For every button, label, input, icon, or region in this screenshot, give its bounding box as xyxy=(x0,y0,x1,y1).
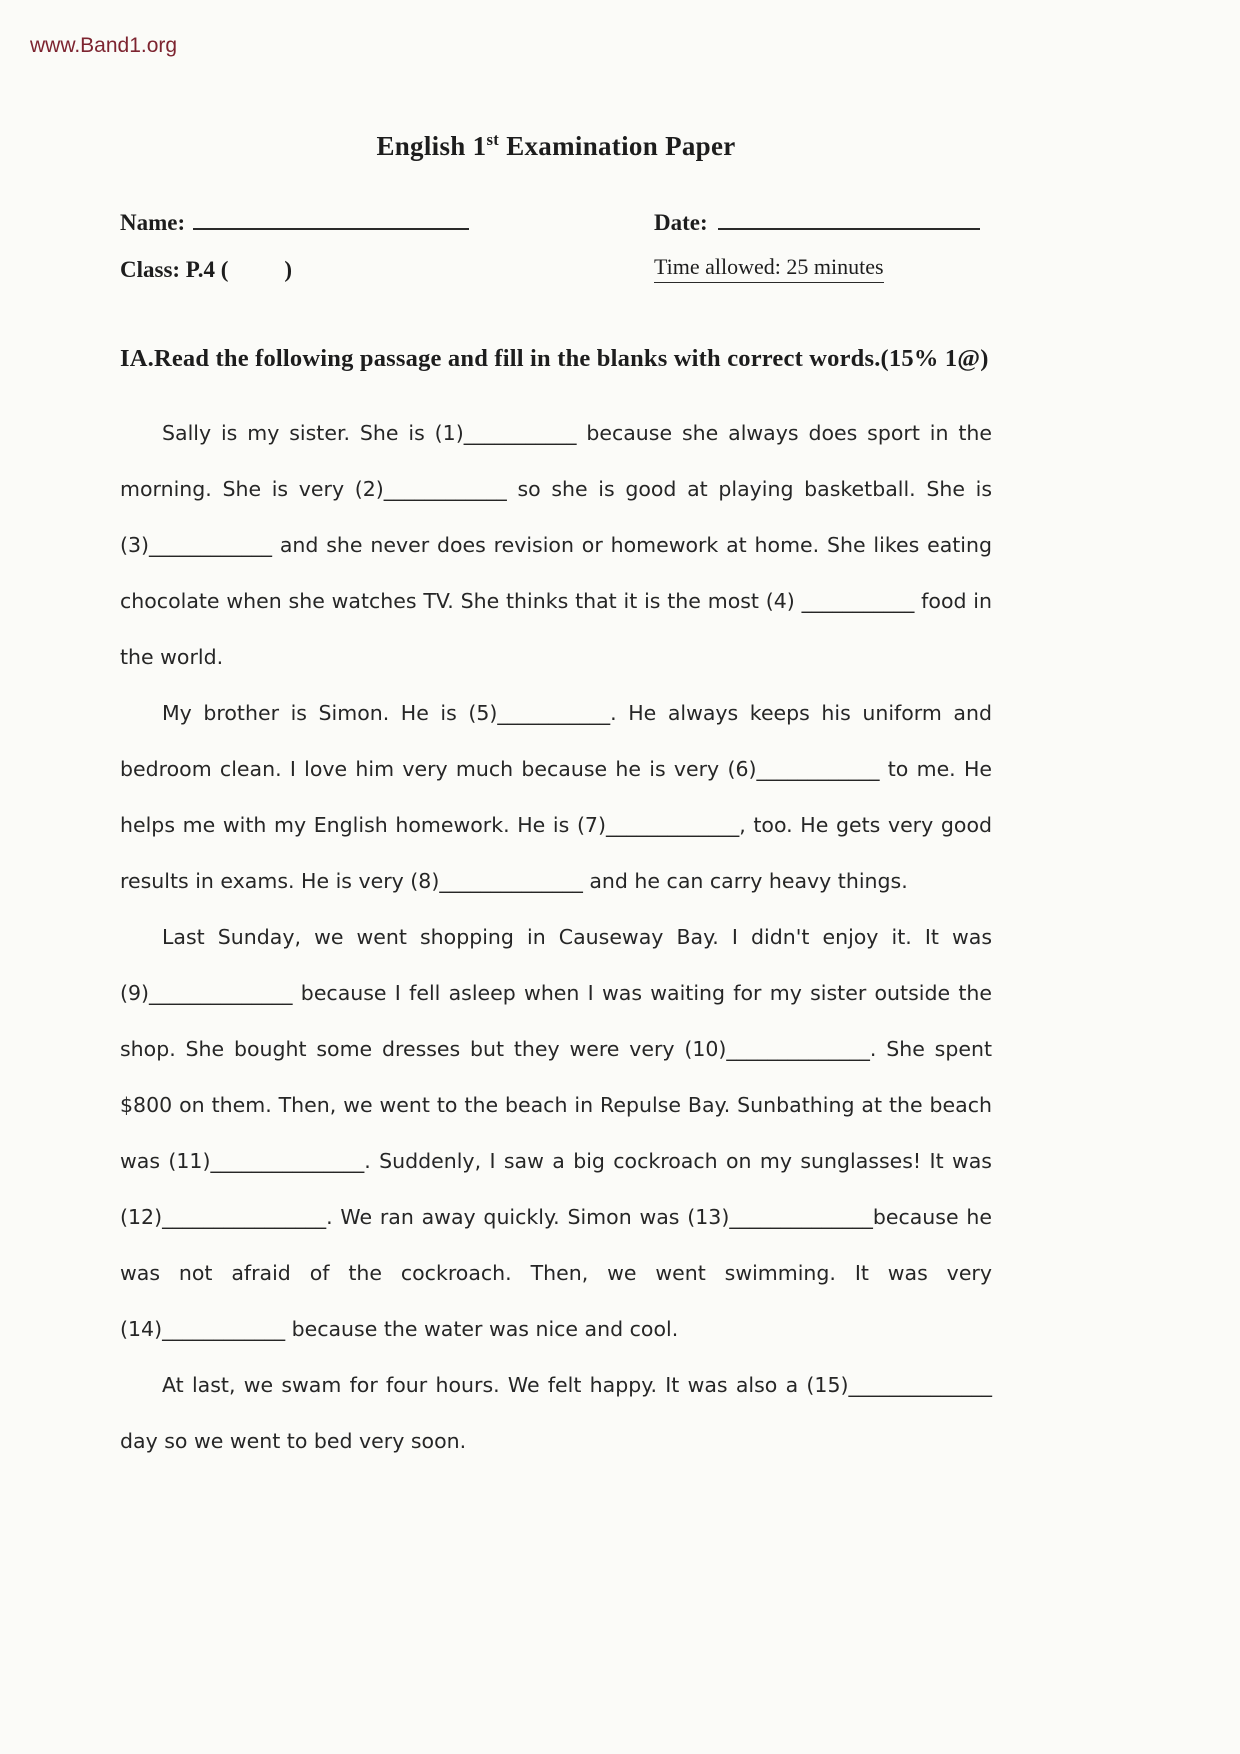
class-field xyxy=(120,257,292,283)
passage-paragraph-1: Sally is my sister. She is (1)___________ because she always does sport in the morning. She is very (2)____________ so she is good at playing basketball. She is (3)____________ and she never does revision or homework at home. She likes eating chocolate when she watches TV. She thinks that it is the most (4) ___________ food in the world. xyxy=(120,421,992,669)
title-superscript: st xyxy=(486,130,500,149)
name-blank-line xyxy=(193,227,469,230)
date-label: Date: xyxy=(654,210,708,235)
passage-paragraph-2: My brother is Simon. He is (5)___________. He always keeps his uniform and bedroom clean. I love him very much because he is very (6)____________ to me. He helps me with my English homework. He is (7)_____________, too. He gets very good results in exams. He is very (8)______________ and he can carry heavy things. xyxy=(120,701,992,893)
class-time-row xyxy=(120,254,992,283)
date-field xyxy=(654,210,992,236)
passage-paragraph-4: At last, we swam for four hours. We felt happy. It was also a (15)______________ day so we went to bed very soon. xyxy=(120,1373,992,1453)
time-allowed-column xyxy=(654,254,992,283)
section-heading: IA.Read the following passage and fill in the blanks with correct words.(15% 1@) xyxy=(120,345,989,372)
class-label-close: ) xyxy=(284,257,293,282)
page-title xyxy=(120,130,992,162)
title-text-prefix: English 1 xyxy=(376,131,487,161)
passage-paragraph-3: Last Sunday, we went shopping in Causeway Bay. I didn't enjoy it. It was (9)______________ because I fell asleep when I was waiting for my sister outside the shop. She bought some dresses but they were very (10)______________. She spent $800 on them. Then, we went to the beach in Repulse Bay. Sunbathing at the beach was (11)_______________. Suddenly, I saw a big cockroach on my sunglasses! It was (12)________________. We ran away quickly. Simon was (13)______________because he was not afraid of the cockroach. Then, we went swimming. It was very (14)____________ because the water was nice and cool. xyxy=(120,925,992,1341)
date-blank-line xyxy=(718,227,980,230)
title-text-suffix: Examination Paper xyxy=(499,131,736,161)
name-field xyxy=(120,210,469,236)
site-watermark: www.Band1.org xyxy=(30,34,178,57)
class-label: Class: P.4 ( xyxy=(120,257,229,282)
time-allowed-text: Time allowed: 25 minutes xyxy=(654,254,884,283)
passage xyxy=(120,405,992,1469)
name-label: Name: xyxy=(120,210,186,235)
name-date-row xyxy=(120,210,992,236)
date-column xyxy=(654,210,992,236)
page-content xyxy=(120,0,992,1469)
